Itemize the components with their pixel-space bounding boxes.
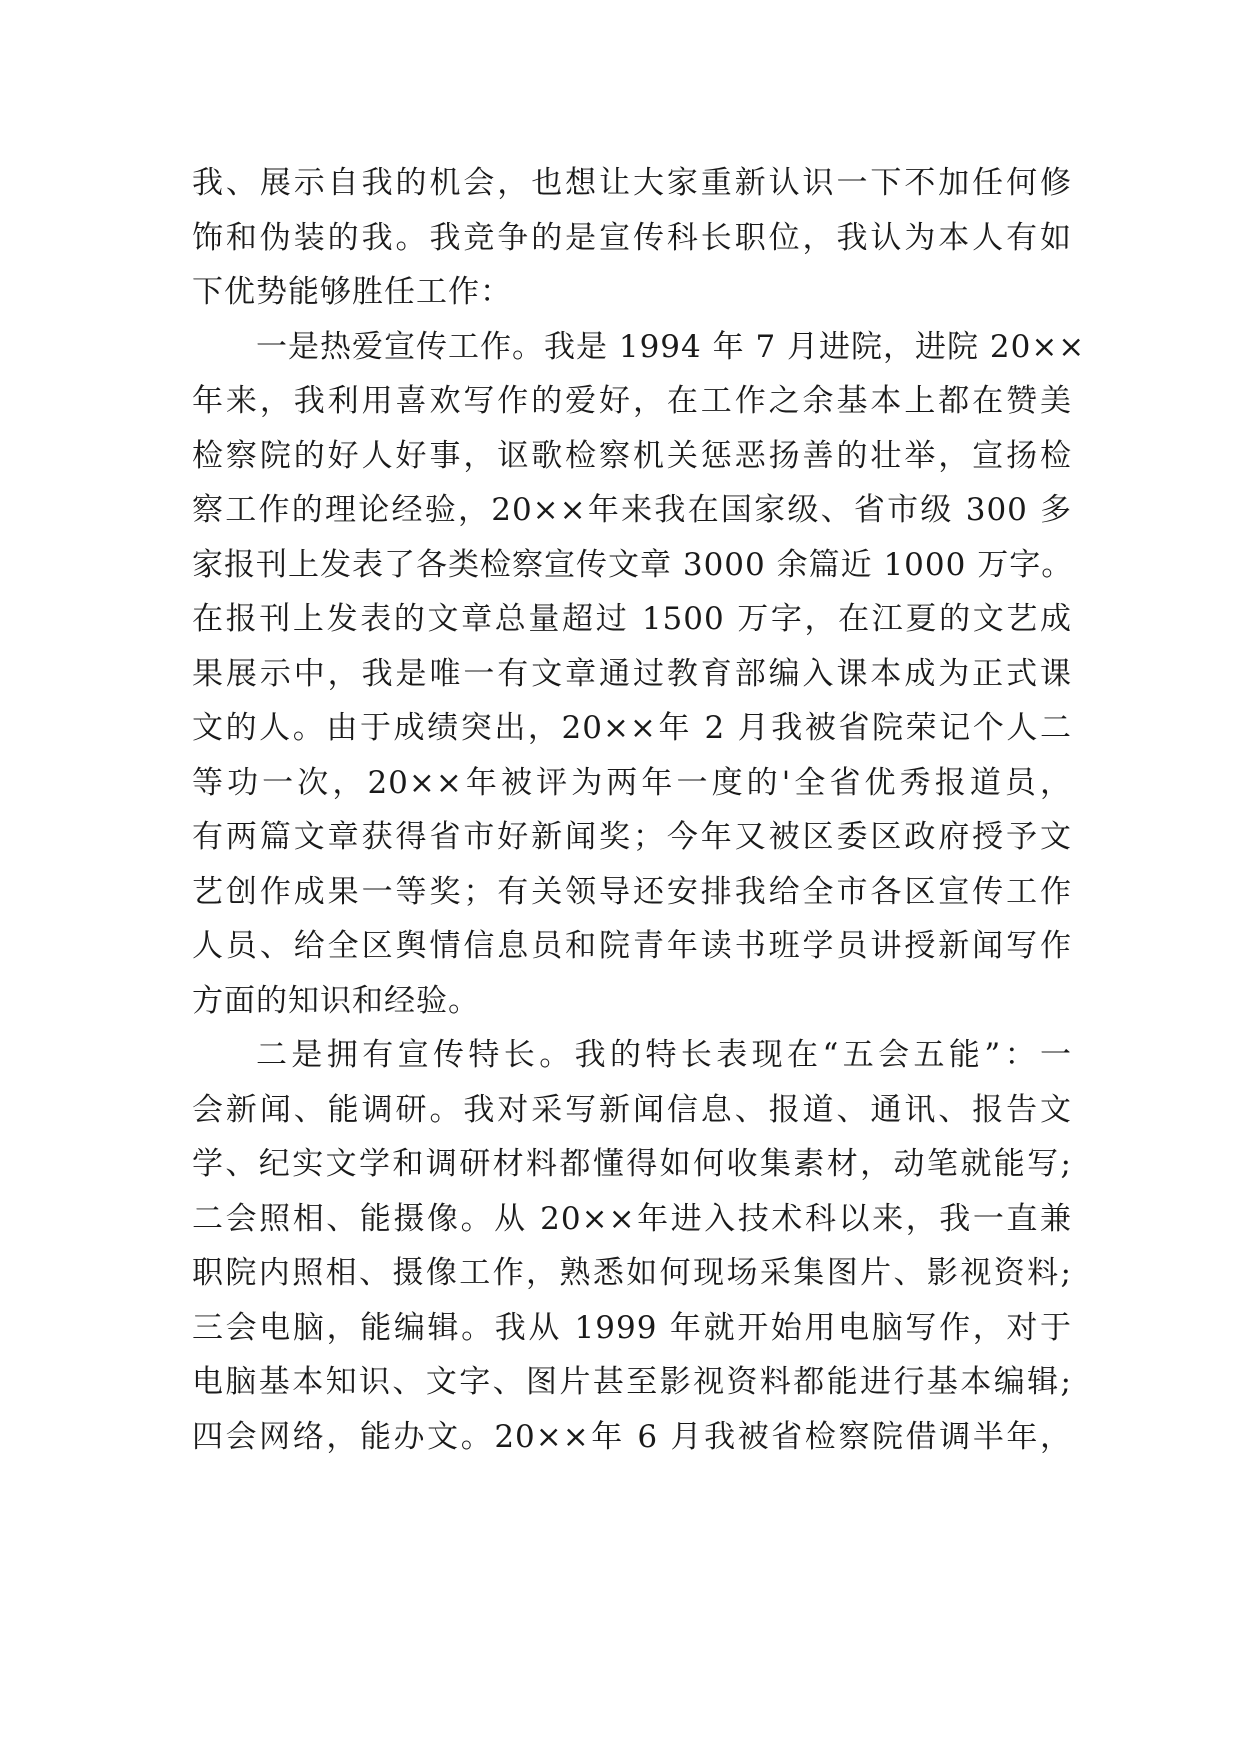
paragraph-start-line: 一是热爱宣传工作。我是 1994 年 7 月进院，进院 20×× xyxy=(256,328,1086,365)
text-line: 四会网络，能办文。20××年 6 月我被省检察院借调半年， xyxy=(192,1418,1072,1455)
text-line: 果展示中，我是唯一有文章通过教育部编入课本成为正式课 xyxy=(192,655,1072,692)
text-line: 二会照相、能摄像。从 20××年进入技术科以来，我一直兼 xyxy=(192,1200,1072,1237)
text-line: 检察院的好人好事，讴歌检察机关惩恶扬善的壮举，宣扬检 xyxy=(192,437,1072,474)
text-line: 年来，我利用喜欢写作的爱好，在工作之余基本上都在赞美 xyxy=(192,383,1072,419)
text-line: 学、纪实文学和调研材料都懂得如何收集素材，动笔就能写; xyxy=(192,1146,1072,1182)
text-line: 人员、给全区舆情信息员和院青年读书班学员讲授新闻写作 xyxy=(192,928,1072,964)
text-line: 我、展示自我的机会，也想让大家重新认识一下不加任何修 xyxy=(192,165,1072,201)
text-line: 艺创作成果一等奖；有关领导还安排我给全市各区宣传工作 xyxy=(192,873,1072,910)
text-line: 在报刊上发表的文章总量超过 1500 万字，在江夏的文艺成 xyxy=(192,601,1072,637)
text-line: 下优势能够胜任工作： xyxy=(192,274,512,310)
document-body xyxy=(192,156,1086,1464)
text-line: 察工作的理论经验，20××年来我在国家级、省市级 300 多 xyxy=(192,492,1072,528)
text-line: 电脑基本知识、文字、图片甚至影视资料都能进行基本编辑; xyxy=(192,1364,1072,1400)
text-line: 文的人。由于成绩突出，20××年 2 月我被省院荣记个人二 xyxy=(192,710,1072,746)
text-line: 家报刊上发表了各类检察宣传文章 3000 余篇近 1000 万字。 xyxy=(192,546,1074,583)
text-line: 方面的知识和经验。 xyxy=(192,982,480,1019)
text-line: 等功一次，20××年被评为两年一度的'全省优秀报道员， xyxy=(192,764,1072,801)
text-line: 会新闻、能调研。我对采写新闻信息、报道、通讯、报告文 xyxy=(192,1091,1072,1128)
paragraph-start-line: 二是拥有宣传特长。我的特长表现在“五会五能”：一 xyxy=(256,1037,1072,1073)
text-line: 三会电脑，能编辑。我从 1999 年就开始用电脑写作，对于 xyxy=(192,1309,1072,1346)
text-line: 饰和伪装的我。我竞争的是宣传科长职位，我认为本人有如 xyxy=(192,219,1072,256)
text-line: 职院内照相、摄像工作，熟悉如何现场采集图片、影视资料; xyxy=(192,1255,1072,1291)
text-line: 有两篇文章获得省市好新闻奖；今年又被区委区政府授予文 xyxy=(192,819,1072,855)
